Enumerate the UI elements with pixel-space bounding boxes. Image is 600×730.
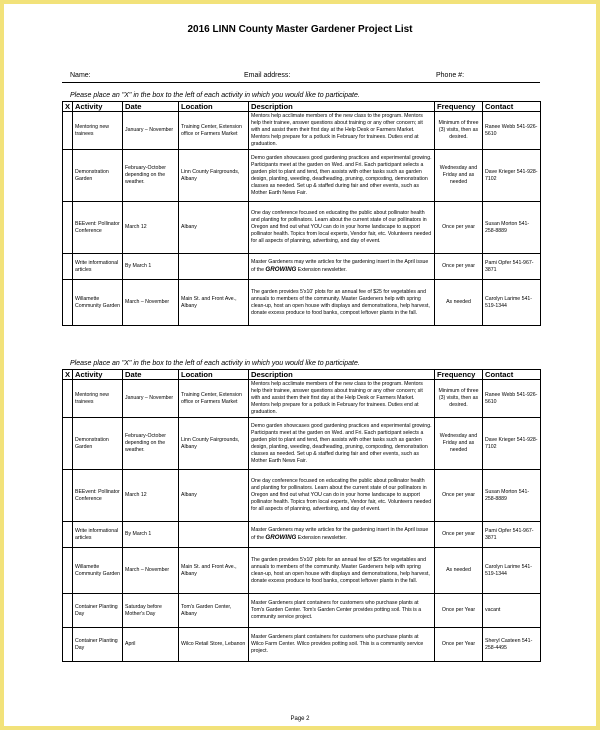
table-row xyxy=(63,418,541,470)
column-header-description: Description xyxy=(249,370,435,380)
location-cell: Training Center, Extension office or Farmers Market xyxy=(179,380,249,418)
frequency-cell: Once per Year xyxy=(435,628,483,662)
date-cell: April xyxy=(123,628,179,662)
table-row xyxy=(63,522,541,548)
column-header-activity: Activity xyxy=(73,370,123,380)
activity-cell: Demonstration Garden xyxy=(73,150,123,202)
date-cell: Saturday before Mother's Day xyxy=(123,594,179,628)
select-checkbox-cell[interactable] xyxy=(63,202,73,254)
description-cell: Mentors help acclimate members of the new class to the program. Mentors help their trainee, answer questions about training or any other concern; sit with and assist them their first day at the Help Desk or Farmers Market. Mentors help prepare for a potluck in February for trainees. Duties end at graduation. xyxy=(249,380,435,418)
contact-cell: Dave Krieger 541-928-7102 xyxy=(483,150,541,202)
activity-cell: Willamette Community Garden xyxy=(73,280,123,326)
form-underline xyxy=(62,82,540,83)
activity-cell: Container Planting Day xyxy=(73,628,123,662)
column-header-location: Location xyxy=(179,370,249,380)
column-header-frequency: Frequency xyxy=(435,102,483,112)
document-title: 2016 LINN County Master Gardener Project List xyxy=(187,24,413,35)
location-cell: Main St. and Front Ave., Albany xyxy=(179,548,249,594)
column-header-x: X xyxy=(63,370,73,380)
contact-cell: Pami Opfer 541-967-3871 xyxy=(483,254,541,280)
contact-cell: Carolyn Larime 541-519-1344 xyxy=(483,548,541,594)
table-row xyxy=(63,150,541,202)
location-cell: Albany xyxy=(179,202,249,254)
activity-cell: Demonstration Garden xyxy=(73,418,123,470)
activity-cell: Mentoring new trainees xyxy=(73,380,123,418)
activity-cell: Write informational articles xyxy=(73,254,123,280)
contact-cell: Susan Morton 541-258-8889 xyxy=(483,470,541,522)
instruction-text-1: Please place an "X" in the box to the left of each activity in which you would like to participate. xyxy=(70,92,360,99)
page-footer: Page 2 xyxy=(290,716,310,722)
select-checkbox-cell[interactable] xyxy=(63,548,73,594)
date-cell: March – November xyxy=(123,548,179,594)
document-page xyxy=(4,4,596,726)
date-cell: January – November xyxy=(123,380,179,418)
date-cell: February-October depending on the weather. xyxy=(123,418,179,470)
frequency-cell: Minimum of three (3) visits, then as desired. xyxy=(435,380,483,418)
date-cell: March 12 xyxy=(123,470,179,522)
name-label: Name: xyxy=(70,72,91,79)
header-row-1 xyxy=(63,102,541,112)
location-cell: Albany xyxy=(179,470,249,522)
frequency-cell: Minimum of three (3) visits, then as desired. xyxy=(435,112,483,150)
location-cell: Tom's Garden Center, Albany xyxy=(179,594,249,628)
contact-cell: Carolyn Larime 541-519-1344 xyxy=(483,280,541,326)
frequency-cell: Once per year xyxy=(435,202,483,254)
email-label: Email address: xyxy=(244,72,291,79)
activity-cell: BEEvent: Pollinator Conference xyxy=(73,202,123,254)
table-row xyxy=(63,548,541,594)
description-cell: The garden provides 5'x10' plots for an annual fee of $25 for vegetables and annuals to members of the community. Master Gardeners help with spring clean-up, host an open house with displays and demonstrations, help harvest, donate excess produce to food banks, compost leftover plants in the fall. xyxy=(249,548,435,594)
frequency-cell: As needed xyxy=(435,548,483,594)
column-header-location: Location xyxy=(179,102,249,112)
contact-cell: Susan Morton 541-258-8889 xyxy=(483,202,541,254)
select-checkbox-cell[interactable] xyxy=(63,112,73,150)
table-row xyxy=(63,380,541,418)
contact-cell: Sheryl Casteen 541-258-4495 xyxy=(483,628,541,662)
table-row xyxy=(63,280,541,326)
description-cell: One day conference focused on educating the public about pollinator health and planting for pollinators. Learn about the current state of our pollinators in Oregon and find out what YOU can do in your home landscape to support pollinator health. Topics from local experts, Vendor fair, etc. Volunteers needed for all aspects of planning, advertising, and day of event. xyxy=(249,470,435,522)
description-cell: Master Gardeners may write articles for the gardening insert in the April issue of the GROWING Extension newsletter. xyxy=(249,254,435,280)
activity-cell: Container Planting Day xyxy=(73,594,123,628)
column-header-date: Date xyxy=(123,370,179,380)
frequency-cell: Wednesday and Friday and as needed xyxy=(435,150,483,202)
activity-cell: Write informational articles xyxy=(73,522,123,548)
select-checkbox-cell[interactable] xyxy=(63,470,73,522)
date-cell: February-October depending on the weather. xyxy=(123,150,179,202)
select-checkbox-cell[interactable] xyxy=(63,418,73,470)
header-row-2 xyxy=(63,370,541,380)
activity-cell: Mentoring new trainees xyxy=(73,112,123,150)
contact-cell: vacant xyxy=(483,594,541,628)
date-cell: March – November xyxy=(123,280,179,326)
column-header-description: Description xyxy=(249,102,435,112)
location-cell xyxy=(179,254,249,280)
select-checkbox-cell[interactable] xyxy=(63,594,73,628)
date-cell: By March 1 xyxy=(123,522,179,548)
location-cell: Linn County Fairgrounds, Albany xyxy=(179,418,249,470)
column-header-activity: Activity xyxy=(73,102,123,112)
location-cell: Wilco Retail Store, Lebanon xyxy=(179,628,249,662)
frequency-cell: Wednesday and Friday and as needed xyxy=(435,418,483,470)
frequency-cell: Once per year xyxy=(435,470,483,522)
location-cell: Training Center, Extension office or Farmers Market xyxy=(179,112,249,150)
location-cell xyxy=(179,522,249,548)
description-cell: Demo garden showcases good gardening practices and experimental growing. Participants meet at the garden on Wed. and Fri. Each participant selects a garden plot to plant and tend, then assists with other tasks such as garden design, planting, weeding, deadheading, pruning, composting, demonstration classes as needed. Set up & staffed during fair and other events, such as Mother Earth News Fair. xyxy=(249,150,435,202)
frequency-cell: Once per year xyxy=(435,254,483,280)
date-cell: March 12 xyxy=(123,202,179,254)
contact-cell: Pami Opfer 541-967-3871 xyxy=(483,522,541,548)
description-cell: Master Gardeners plant containers for customers who purchase plants at Wilco Farm Center. Wilco provides potting soil. This is a community service project. xyxy=(249,628,435,662)
select-checkbox-cell[interactable] xyxy=(63,280,73,326)
location-cell: Linn County Fairgrounds, Albany xyxy=(179,150,249,202)
table-row xyxy=(63,470,541,522)
activity-cell: BEEvent: Pollinator Conference xyxy=(73,470,123,522)
column-header-contact: Contact xyxy=(483,370,541,380)
date-cell: January – November xyxy=(123,112,179,150)
description-cell: One day conference focused on educating the public about pollinator health and planting for pollinators. Learn about the current state of our pollinators in Oregon and find out what YOU can do in your home landscape to support pollinator health. Topics from local experts, Vendor fair, etc. Volunteers needed for all aspects of planning, advertising, and day of event. xyxy=(249,202,435,254)
description-cell: Demo garden showcases good gardening practices and experimental growing. Participants meet at the garden on Wed. and Fri. Each participant selects a garden plot to plant and tend, then assists with other tasks such as garden design, planting, weeding, deadheading, pruning, composting, demonstration classes as needed. Set up & staffed during fair and other events, such as Mother Earth News Fair. xyxy=(249,418,435,470)
description-cell: The garden provides 5'x10' plots for an annual fee of $25 for vegetables and annuals to members of the community. Master Gardeners help with spring clean-up, host an open house with displays and demonstrations, help harvest, donate excess produce to food banks, compost leftover plants in the fall. xyxy=(249,280,435,326)
select-checkbox-cell[interactable] xyxy=(63,522,73,548)
select-checkbox-cell[interactable] xyxy=(63,380,73,418)
instruction-text-2: Please place an "X" in the box to the left of each activity in which you would like to participate. xyxy=(70,360,360,367)
select-checkbox-cell[interactable] xyxy=(63,254,73,280)
frequency-cell: As needed xyxy=(435,280,483,326)
frequency-cell: Once per Year xyxy=(435,594,483,628)
description-cell: Master Gardeners may write articles for the gardening insert in the April issue of the GROWING Extension newsletter. xyxy=(249,522,435,548)
column-header-x: X xyxy=(63,102,73,112)
select-checkbox-cell[interactable] xyxy=(63,150,73,202)
contact-cell: Ranee Webb 541-926-5610 xyxy=(483,112,541,150)
table-row xyxy=(63,112,541,150)
column-header-contact: Contact xyxy=(483,102,541,112)
contact-cell: Dave Krieger 541-928-7102 xyxy=(483,418,541,470)
frequency-cell: Once per year xyxy=(435,522,483,548)
activity-cell: Willamette Community Garden xyxy=(73,548,123,594)
description-cell: Mentors help acclimate members of the new class to the program. Mentors help their trainee, answer questions about training or any other concern; sit with and assist them their first day at the Help Desk or Farmers Market. Mentors help prepare for a potluck in February for trainees. Duties end at graduation. xyxy=(249,112,435,150)
location-cell: Main St. and Front Ave., Albany xyxy=(179,280,249,326)
project-table-2 xyxy=(62,369,541,662)
table-row xyxy=(63,202,541,254)
table-row xyxy=(63,254,541,280)
select-checkbox-cell[interactable] xyxy=(63,628,73,662)
project-table-1 xyxy=(62,101,541,326)
table-row xyxy=(63,628,541,662)
table-row xyxy=(63,594,541,628)
description-cell: Master Gardeners plant containers for customers who purchase plants at Tom's Garden Center. Tom's Garden Center provides potting soil. This is a community service project. xyxy=(249,594,435,628)
phone-label: Phone #: xyxy=(436,72,465,79)
column-header-date: Date xyxy=(123,102,179,112)
column-header-frequency: Frequency xyxy=(435,370,483,380)
contact-cell: Ranee Webb 541-926-5610 xyxy=(483,380,541,418)
date-cell: By March 1 xyxy=(123,254,179,280)
